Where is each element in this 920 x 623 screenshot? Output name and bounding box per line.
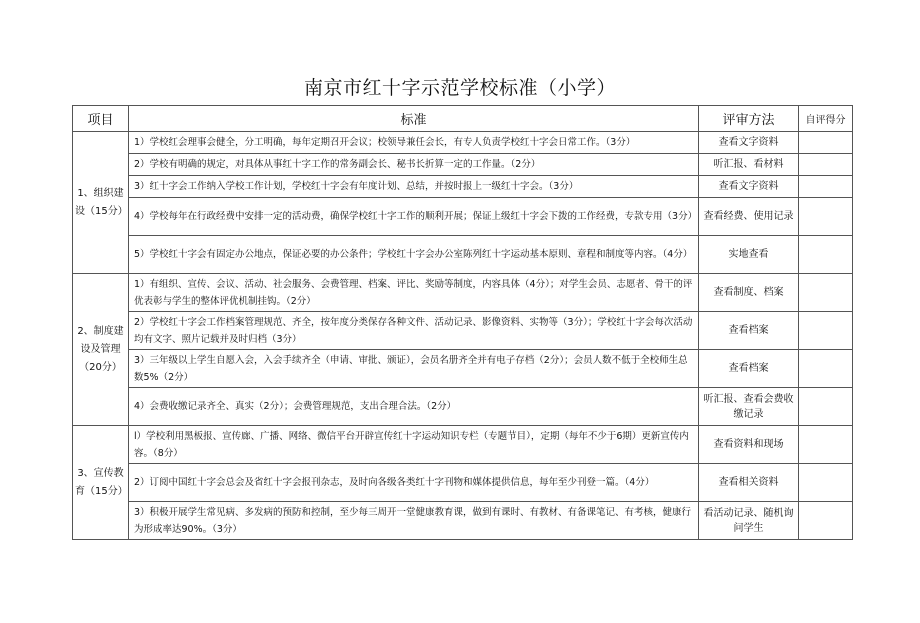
method-cell: 查看档案	[699, 312, 799, 350]
method-cell: 查看文字资料	[699, 132, 799, 154]
category-cell: 3、宣传教育（15分）	[73, 426, 129, 540]
score-cell[interactable]	[799, 350, 853, 388]
table-row	[73, 198, 853, 236]
standards-table	[72, 105, 853, 540]
method-cell: 查看相关资料	[699, 464, 799, 502]
standard-cell: 3）红十字会工作纳入学校工作计划，学校红十字会有年度计划、总结，并按时报上一级红十字会。（3分）	[129, 176, 699, 198]
table-row	[73, 132, 853, 154]
table-row	[73, 350, 853, 388]
score-cell[interactable]	[799, 312, 853, 350]
standard-cell: 4）会费收缴记录齐全、真实（2分）；会费管理规范，支出合理合法。（2分）	[129, 388, 699, 426]
header-method: 评审方法	[699, 106, 799, 132]
method-cell: 查看文字资料	[699, 176, 799, 198]
score-cell[interactable]	[799, 176, 853, 198]
header-standard: 标准	[129, 106, 699, 132]
method-cell: 查看经费、使用记录	[699, 198, 799, 236]
method-cell: 听汇报、看材料	[699, 154, 799, 176]
table-row	[73, 312, 853, 350]
score-cell[interactable]	[799, 274, 853, 312]
table-row	[73, 154, 853, 176]
page-title: 南京市红十字示范学校标准（小学）	[303, 77, 616, 99]
score-cell[interactable]	[799, 502, 853, 540]
standard-cell: 4）学校每年在行政经费中安排一定的活动费，确保学校红十字工作的顺利开展；保证上级红十字会下拨的工作经费，专款专用（3分）	[129, 198, 699, 236]
table-row	[73, 502, 853, 540]
table-row	[73, 274, 853, 312]
category-cell: 1、组织建设（15分）	[73, 132, 129, 274]
method-cell: 查看资料和现场	[699, 426, 799, 464]
standard-cell: 5）学校红十字会有固定办公地点，保证必要的办公条件；学校红十字会办公室陈列红十字运动基本原则、章程和制度等内容。（4分）	[129, 236, 699, 274]
standard-cell: 1）有组织、宣传、会议、活动、社会服务、会费管理、档案、评比、奖励等制度，内容具体（4分）；对学生会员、志愿者、骨干的评优表彰与学生的整体评优机制挂钩。（2分）	[129, 274, 699, 312]
method-cell: 查看制度、档案	[699, 274, 799, 312]
header-score: 自评得分	[799, 106, 853, 132]
method-cell: 实地查看	[699, 236, 799, 274]
score-cell[interactable]	[799, 464, 853, 502]
header-project: 项目	[73, 106, 129, 132]
standard-cell: 2）学校有明确的规定，对具体从事红十字工作的常务副会长、秘书长折算一定的工作量。（2分）	[129, 154, 699, 176]
table-row	[73, 176, 853, 198]
category-cell: 2、制度建设及管理（20分）	[73, 274, 129, 426]
table-header-row	[73, 106, 853, 132]
score-cell[interactable]	[799, 236, 853, 274]
table-row	[73, 464, 853, 502]
table-row	[73, 236, 853, 274]
standard-cell: 3）积极开展学生常见病、多发病的预防和控制，至少每三周开一堂健康教育课，做到有课时、有教材、有备课笔记、有考核，健康行为形成率达90%。（3分）	[129, 502, 699, 540]
method-cell: 看活动记录、随机询问学生	[699, 502, 799, 540]
score-cell[interactable]	[799, 426, 853, 464]
standard-cell: 2）学校红十字会工作档案管理规范、齐全，按年度分类保存各种文件、活动记录、影像资料、实物等（3分）；学校红十字会每次活动均有文字、照片记载并及时归档（3分）	[129, 312, 699, 350]
table-row	[73, 426, 853, 464]
standard-cell: l）学校利用黑板报、宣传廊、广播、网络、微信平台开辟宣传红十字运动知识专栏（专题节目），定期（每年不少于6期）更新宣传内容。（8分）	[129, 426, 699, 464]
score-cell[interactable]	[799, 154, 853, 176]
standard-cell: 3）三年级以上学生自愿入会，入会手续齐全（申请、审批、颁证），会员名册齐全并有电子存档（2分）；会员人数不低于全校师生总数5%（2分）	[129, 350, 699, 388]
method-cell: 查看档案	[699, 350, 799, 388]
score-cell[interactable]	[799, 132, 853, 154]
standard-cell: 1）学校红会理事会健全，分工明确，每年定期召开会议；校领导兼任会长，有专人负责学校红十字会日常工作。（3分）	[129, 132, 699, 154]
score-cell[interactable]	[799, 388, 853, 426]
score-cell[interactable]	[799, 198, 853, 236]
standard-cell: 2）订阅中国红十字会总会及省红十字会报刊杂志，及时向各级各类红十字刊物和媒体提供信息，每年至少刊登一篇。（4分）	[129, 464, 699, 502]
method-cell: 听汇报、查看会费收缴记录	[699, 388, 799, 426]
table-row	[73, 388, 853, 426]
